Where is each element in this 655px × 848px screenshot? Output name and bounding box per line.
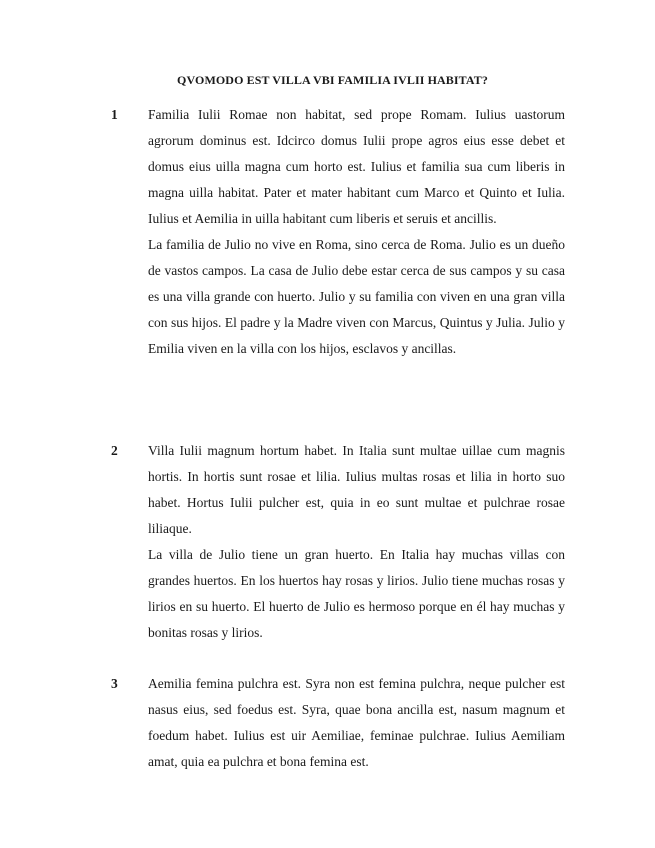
section-number: 1	[111, 107, 118, 122]
section-number: 2	[111, 443, 118, 458]
document-title: QVOMODO EST VILLA VBI FAMILIA IVLII HABITAT?	[177, 73, 488, 87]
section-number: 3	[111, 676, 118, 691]
spanish-paragraph: La familia de Julio no vive en Roma, sino cerca de Roma. Julio es un dueño de vastos campos. La casa de Julio debe estar cerca de sus campos y su casa es una villa grande con huerto. Julio y su familia con viven en una gran villa con sus hijos. El padre y la Madre viven con Marcus, Quintus y Julia. Julio y Emilia viven en la villa con los hijos, esclavos y ancillas.	[148, 237, 565, 356]
latin-paragraph: Aemilia femina pulchra est. Syra non est femina pulchra, neque pulcher est nasus eius, sed foedus est. Syra, quae bona ancilla est, nasum magnum et foedum habet. Iulius est uir Aemiliae, feminae pulchrae. Iulius Aemiliam amat, quia ea pulchra et bona femina est.	[148, 676, 565, 769]
section-body	[148, 438, 565, 646]
latin-paragraph: Villa Iulii magnum hortum habet. In Italia sunt multae uillae cum magnis hortis. In hortis sunt rosae et lilia. Iulius multas rosas et lilia in horto suo habet. Hortus Iulii pulcher est, quia in eo sunt multae et pulchrae rosae liliaque.	[148, 443, 565, 536]
section-body	[148, 102, 565, 362]
section-body	[148, 671, 565, 775]
spanish-paragraph: La villa de Julio tiene un gran huerto. En Italia hay muchas villas con grandes huertos. En los huertos hay rosas y lirios. Julio tiene muchas rosas y lirios en su huerto. El huerto de Julio es hermoso porque en él hay muchas y bonitas rosas y lirios.	[148, 547, 565, 640]
latin-paragraph: Familia Iulii Romae non habitat, sed prope Romam. Iulius uastorum agrorum dominus est. Idcirco domus Iulii prope agros eius esse debet et domus eius uilla magna cum horto est. Iulius et familia sua cum liberis in magna uilla habitat. Pater et mater habitant cum Marco et Quinto et Iulia. Iulius et Aemilia in uilla habitant cum liberis et seruis et ancillis.	[148, 107, 565, 226]
